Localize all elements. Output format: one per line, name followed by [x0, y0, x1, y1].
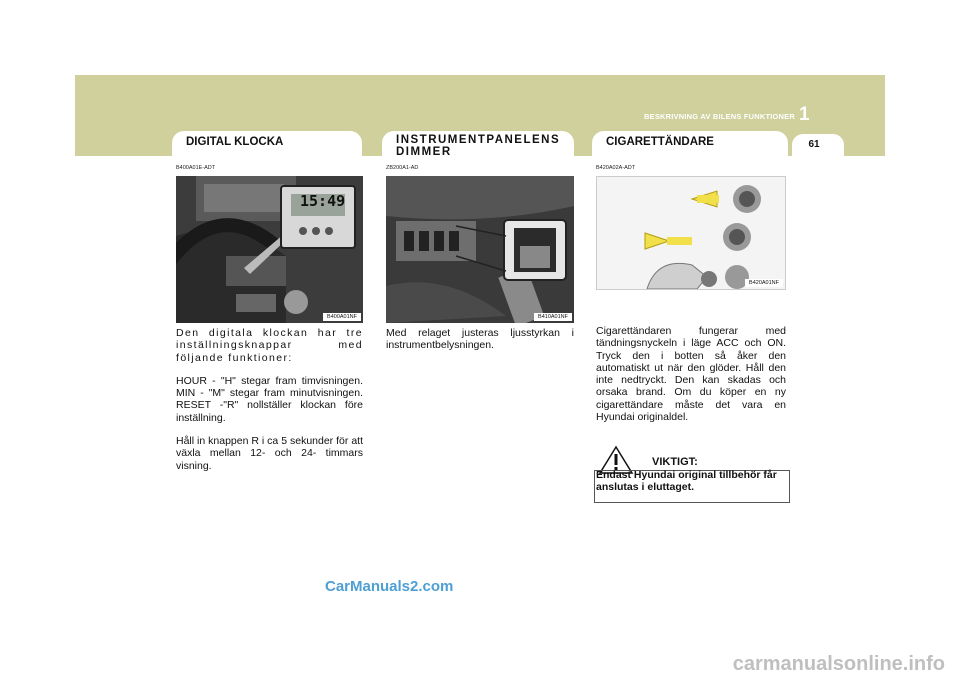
clock-description	[176, 327, 363, 483]
tab-digital-klocka	[172, 131, 362, 156]
section-title: BESKRIVNING AV BILENS FUNKTIONER	[644, 112, 795, 121]
section-heading: CIGARETTÄNDARE	[606, 136, 714, 148]
warning-heading: VIKTIGT:	[652, 456, 698, 468]
clock-display: 15:49	[300, 192, 346, 210]
watermark-carmanuals2[interactable]: CarManuals2.com	[325, 578, 454, 595]
section-heading: INSTRUMENTPANELENS	[396, 134, 561, 146]
reference-code: ZB200A1-AD	[386, 165, 419, 171]
cigarette-lighter-drawing	[597, 177, 785, 289]
paragraph: Håll in knappen R i ca 5 sekunder för att växla mellan 12- och 24- timmars visning.	[176, 435, 363, 472]
page-number: 61	[808, 139, 820, 150]
dimmer-photo	[386, 176, 574, 323]
image-label: B400A01NF	[323, 313, 361, 321]
paragraph: Cigarettändaren fungerar med tändningsnyckeln i läge ACC och ON. Tryck den i botten så åker den automatiskt ut när den glöder. Håll den inte nedtryckt. Den kan skadas och orsaka brand. Om du köper en ny cigarettändare måste det vara en Hyundai originaldel.	[596, 325, 786, 424]
warning-text: Endast Hyundai original tillbehör får anslutas i eluttaget.	[596, 469, 777, 494]
image-label: B420A01NF	[745, 279, 783, 287]
dashboard-dimmer-illustration	[386, 176, 574, 323]
image-label: B410A01NF	[534, 313, 572, 321]
page-number-tab	[792, 134, 844, 156]
paragraph: Den digitala klockan har tre inställningsknappar med följande funktioner:	[176, 327, 363, 364]
paragraph: Med relaget justeras ljusstyrkan i instrumentbelysningen.	[386, 327, 574, 352]
dimmer-description	[386, 327, 574, 363]
section-heading-line2: DIMMER	[396, 146, 452, 158]
chapter-number: 1	[799, 104, 810, 125]
section-heading: DIGITAL KLOCKA	[186, 136, 284, 148]
clock-photo	[176, 176, 363, 323]
lighter-illustration	[596, 176, 786, 290]
watermark-carmanualsonline[interactable]: carmanualsonline.info	[732, 653, 945, 675]
reference-code: B400A01E-ADT	[176, 165, 216, 171]
tab-cigarettandare	[592, 131, 788, 156]
tab-dimmer	[382, 131, 574, 156]
paragraph: HOUR - "H" stegar fram timvisningen. MIN - "M" stegar fram minutvisningen. RESET -"R" nollställer klockan före inställning.	[176, 374, 363, 424]
reference-code: B420A02A-ADT	[596, 165, 636, 171]
lighter-description	[596, 325, 786, 434]
